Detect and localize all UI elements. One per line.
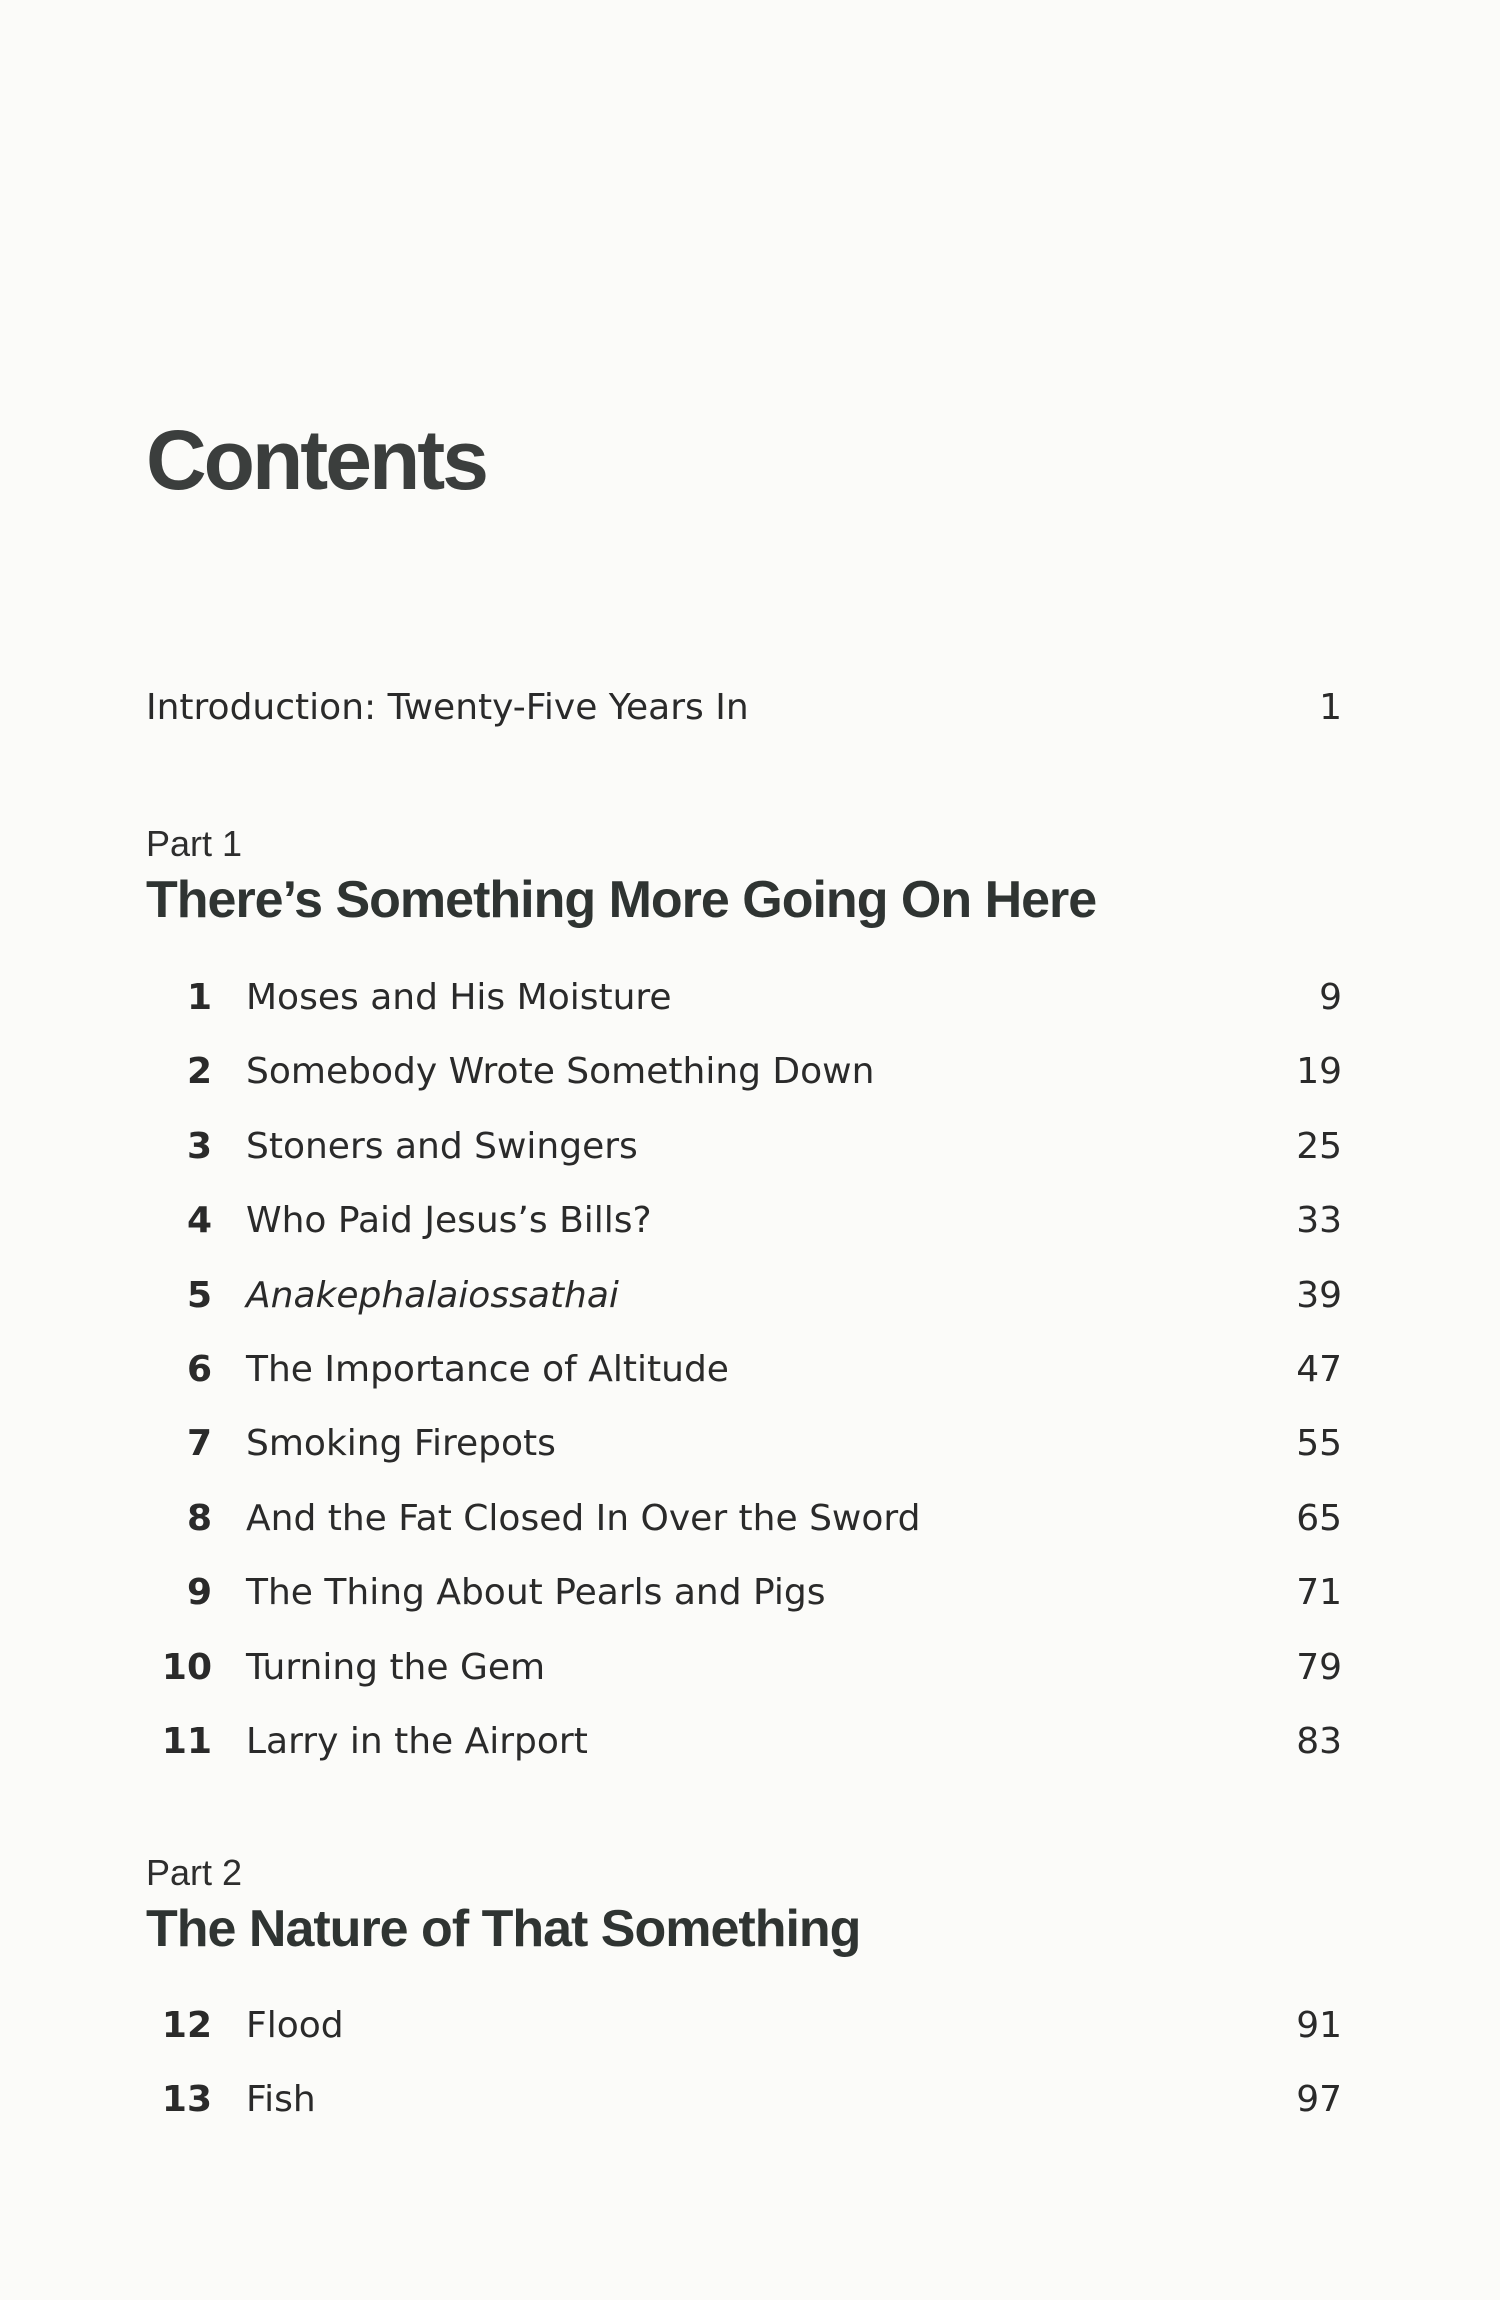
toc-chapter-row	[146, 1125, 1342, 1203]
chapter-title: Fish	[246, 2079, 316, 2121]
toc-chapter-row	[146, 1200, 1342, 1277]
chapter-number: 2	[186, 1051, 212, 1093]
chapter-page-number: 83	[1296, 1720, 1342, 1762]
chapter-title: Stoners and Swingers	[246, 1125, 638, 1167]
chapter-number: 8	[186, 1497, 212, 1539]
toc-chapter-row	[146, 1497, 1342, 1575]
toc-chapter-row	[146, 1720, 1342, 1798]
toc-chapter-row	[146, 1051, 1342, 1128]
toc-chapter-row	[146, 1646, 1342, 1724]
chapter-page-number: 79	[1296, 1646, 1342, 1688]
chapter-page-number: 91	[1296, 2005, 1342, 2046]
toc-chapter-row	[146, 1348, 1342, 1426]
chapter-title: The Thing About Pearls and Pigs	[246, 1572, 826, 1614]
introduction-page-number: 1	[1319, 687, 1342, 728]
chapter-number: 1	[186, 977, 212, 1018]
chapter-title: The Importance of Altitude	[246, 1348, 729, 1390]
chapter-number: 12	[161, 2005, 212, 2046]
chapter-page-number: 55	[1296, 1423, 1342, 1465]
part-2-title: The Nature of That Something	[146, 1900, 861, 1958]
chapter-title: Turning the Gem	[246, 1646, 546, 1688]
chapter-page-number: 19	[1296, 1051, 1342, 1093]
chapter-title: Flood	[246, 2005, 344, 2046]
toc-chapter-row	[146, 1572, 1342, 1649]
chapter-page-number: 39	[1296, 1274, 1342, 1316]
part-1-label: Part 1	[146, 823, 243, 864]
chapter-page-number: 33	[1296, 1200, 1342, 1242]
toc-chapter-row	[146, 1274, 1342, 1352]
chapter-title: And the Fat Closed In Over the Sword	[246, 1497, 921, 1539]
chapter-page-number: 9	[1319, 977, 1342, 1018]
toc-chapter-row	[146, 2005, 1342, 2082]
introduction-title: Introduction: Twenty-Five Years In	[146, 687, 749, 728]
chapter-number: 4	[186, 1200, 212, 1242]
part-1-title: There’s Something More Going On Here	[146, 871, 1097, 929]
chapter-page-number: 25	[1296, 1125, 1342, 1167]
chapter-number: 5	[186, 1274, 212, 1316]
chapter-number: 11	[161, 1720, 212, 1762]
chapter-title: Anakephalaiossathai	[246, 1274, 619, 1316]
chapter-number: 3	[186, 1125, 212, 1167]
chapter-page-number: 97	[1296, 2079, 1342, 2121]
part-2-chapter-list	[146, 2005, 1342, 2157]
chapter-page-number: 65	[1296, 1497, 1342, 1539]
chapter-number: 6	[186, 1348, 212, 1390]
chapter-title: Smoking Firepots	[246, 1423, 556, 1465]
chapter-title: Somebody Wrote Something Down	[246, 1051, 875, 1093]
part-2-label: Part 2	[146, 1852, 243, 1893]
part-1-chapter-list	[146, 977, 1342, 1798]
chapter-page-number: 47	[1296, 1348, 1342, 1390]
chapter-number: 10	[161, 1646, 212, 1688]
chapter-number: 7	[186, 1423, 212, 1465]
page-title: Contents	[146, 413, 486, 507]
toc-chapter-row	[146, 2079, 1342, 2156]
chapter-page-number: 71	[1296, 1572, 1342, 1614]
chapter-number: 9	[186, 1572, 212, 1614]
chapter-title: Moses and His Moisture	[246, 977, 672, 1018]
introduction-entry	[146, 687, 1342, 728]
toc-chapter-row	[146, 1423, 1342, 1500]
toc-chapter-row	[146, 977, 1342, 1054]
chapter-title: Who Paid Jesus’s Bills?	[246, 1200, 652, 1242]
chapter-title: Larry in the Airport	[246, 1720, 588, 1762]
chapter-number: 13	[161, 2079, 212, 2121]
